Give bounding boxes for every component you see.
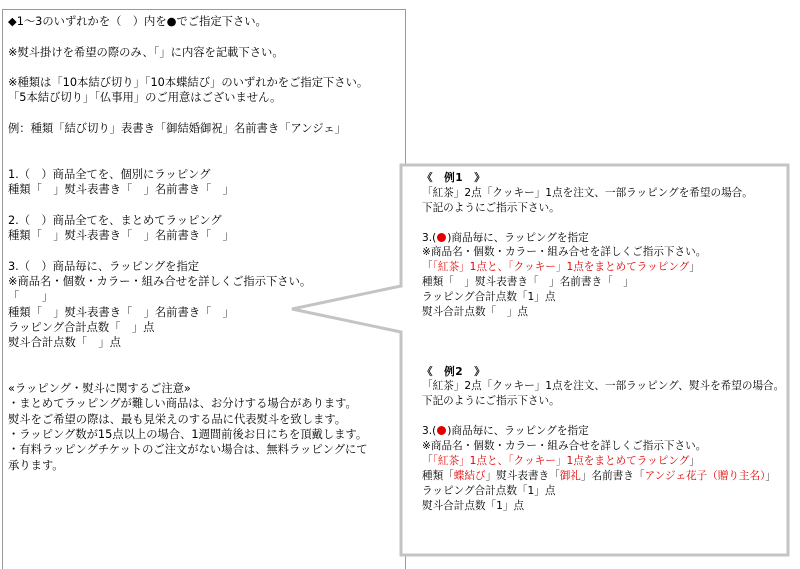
type-note-2: 「5本結び切り」「仏事用」のご用意はございません。: [8, 91, 282, 105]
example-1-option: 3.( )商品毎に、ラッピングを指定: [422, 231, 589, 244]
example-2-case: 「紅茶」2点「クッキー」1点を注文、一部ラッピング、熨斗を希望の場合。: [422, 380, 785, 393]
option-3-title: 3.（ ）商品毎に、ラッピングを指定: [8, 259, 200, 273]
notes-line-1: ・まとめてラッピングが難しい商品は、お分けする場合があります。: [8, 397, 357, 411]
example-1-case: 「紅茶」2点「クッキー」1点を注文、一部ラッピングを希望の場合。: [422, 186, 753, 199]
selected-dot-icon: [437, 426, 446, 435]
example-1-noshi-count: 熨斗合計点数「 」点: [422, 306, 528, 319]
notes-line-5: 承ります。: [8, 458, 64, 472]
example-2-title: 《 例2 》: [422, 365, 486, 378]
option-3-fields: 種類「 」熨斗表書き「 」名前書き「 」: [8, 305, 234, 319]
option-3-wrap-count: ラッピング合計点数「 」点: [8, 320, 155, 334]
example-1-fields: 種類「 」熨斗表書き「 」名前書き「 」: [422, 276, 634, 289]
example-2-noshi-count: 熨斗合計点数「1」点: [422, 499, 525, 512]
example-1-note: ※商品名・個数・カラー・組み合せを詳しくご指示下さい。: [422, 246, 707, 259]
example-1-instruction: 下記のようにご指示下さい。: [422, 201, 560, 214]
option-1-title: 1.（ ）商品全てを、個別にラッピング: [8, 167, 211, 181]
option-1-fields: 種類「 」熨斗表書き「 」名前書き「 」: [8, 183, 234, 197]
notes-line-3: ・ラッピング数が15点以上の場合、1週間前後お日にちを頂戴します。: [8, 428, 368, 442]
example-2-instruction: 下記のようにご指示下さい。: [422, 395, 560, 408]
notes-line-2: 熨斗をご希望の際は、最も見栄えのする品に代表熨斗を致します。: [8, 412, 347, 426]
selected-dot-icon: [437, 233, 446, 242]
notes-heading: «ラッピング・熨斗に関するご注意»: [8, 382, 191, 396]
example-callout: [402, 165, 788, 555]
example-2-note: ※商品名・個数・カラー・組み合せを詳しくご指示下さい。: [422, 440, 707, 453]
notes-line-4: ・有料ラッピングチケットのご注文がない場合は、無料ラッピングにて: [8, 443, 368, 457]
option-3-blank: 「 」: [8, 290, 54, 304]
option-3-noshi-count: 熨斗合計点数「 」点: [8, 336, 121, 350]
option-2-fields: 種類「 」熨斗表書き「 」名前書き「 」: [8, 229, 234, 243]
example-1-items: 「「紅茶」1点と、「クッキー」1点をまとめてラッピング」: [422, 261, 700, 274]
type-note: ※種類は「10本結び切り」「10本蝶結び」のいずれかをご指定下さい。: [8, 76, 369, 90]
main-instruction: ◆1～3のいずれかを（ ）内を●でご指定下さい。: [8, 15, 267, 28]
noshi-note: ※熨斗掛けを希望の際のみ、「」に内容を記載下さい。: [8, 45, 284, 59]
example-2-wrap-count: ラッピング合計点数「1」点: [422, 484, 556, 497]
example-1-title: 《 例1 》: [422, 172, 486, 184]
option-2-title: 2.（ ）商品全てを、まとめてラッピング: [8, 213, 222, 227]
option-3-note: ※商品名・個数・カラー・組み合せを詳しくご指示下さい。: [8, 275, 312, 289]
example-1-wrap-count: ラッピング合計点数「1」点: [422, 291, 556, 304]
example-2-items: 「「紅茶」1点と、「クッキー」1点をまとめてラッピング」: [422, 454, 700, 467]
example-line: 例：種類「結び切り」表書き「御結婚御祝」名前書き「アンジェ」: [8, 122, 346, 136]
example-2-option: 3.( )商品毎に、ラッピングを指定: [422, 425, 589, 438]
example-2-fields: 種類「蝶結び」熨斗表書き「御礼」名前書き「アンジェ花子（贈り主名）」: [422, 469, 776, 482]
